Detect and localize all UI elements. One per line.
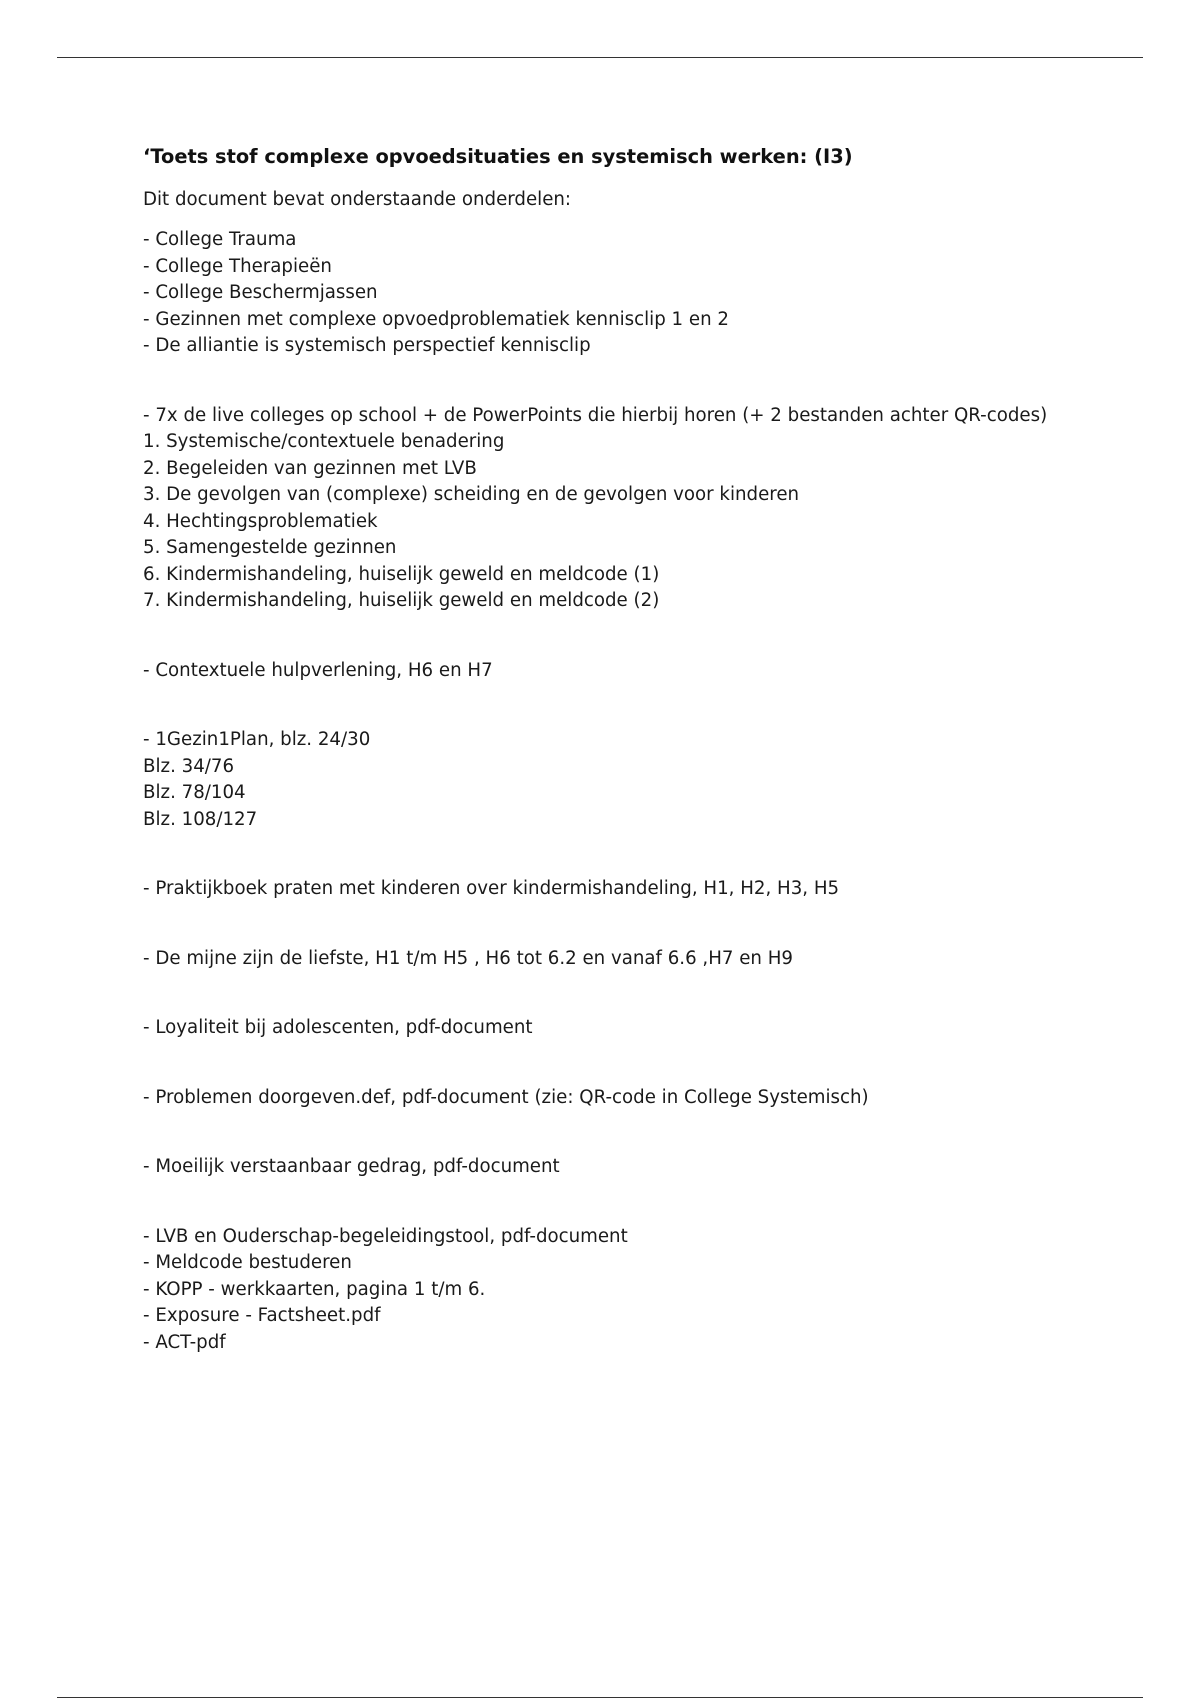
list-item: 7. Kindermishandeling, huiselijk geweld en meldcode (2) <box>143 590 660 611</box>
list-item: - Gezinnen met complexe opvoedproblematiek kennisclip 1 en 2 <box>143 308 729 330</box>
document-body <box>143 144 1063 1356</box>
section-block <box>143 227 1063 360</box>
list-item: 3. De gevolgen van (complexe) scheiding en de gevolgen voor kinderen <box>143 484 800 505</box>
section-spacer <box>143 972 1063 1015</box>
section-spacer <box>143 1042 1063 1085</box>
section-block <box>143 658 1063 685</box>
list-item: - Meldcode bestuderen <box>143 1252 352 1273</box>
section-block <box>143 1015 1063 1042</box>
section-block <box>143 946 1063 973</box>
list-item: - ACT-pdf <box>143 1331 226 1353</box>
document-intro: Dit document bevat onderstaande onderdelen: <box>143 188 572 210</box>
list-item: Blz. 78/104 <box>143 782 246 803</box>
section-block <box>143 403 1063 615</box>
list-item: - College Trauma <box>143 229 297 250</box>
section-block <box>143 1085 1063 1112</box>
list-item: - De mijne zijn de liefste, H1 t/m H5 , H6 tot 6.2 en vanaf 6.6 ,H7 en H9 <box>143 947 793 969</box>
document-title: ‘Toets stof complexe opvoedsituaties en systemisch werken: (I3) <box>143 145 853 168</box>
list-item: 6. Kindermishandeling, huiselijk geweld en meldcode (1) <box>143 563 660 585</box>
section-spacer <box>143 684 1063 727</box>
section-spacer <box>143 360 1063 403</box>
list-item: - College Beschermjassen <box>143 282 378 303</box>
section-block <box>143 876 1063 903</box>
list-item: 4. Hechtingsproblematiek <box>143 510 378 532</box>
list-item: - De alliantie is systemisch perspectief kennisclip <box>143 335 591 356</box>
list-item: 1. Systemische/contextuele benadering <box>143 431 505 452</box>
section-spacer <box>143 1181 1063 1224</box>
list-item: 5. Samengestelde gezinnen <box>143 537 397 558</box>
list-item: 2. Begeleiden van gezinnen met LVB <box>143 457 477 479</box>
list-item: - Loyaliteit bij adolescenten, pdf-document <box>143 1017 533 1038</box>
section-spacer <box>143 833 1063 876</box>
list-item: - KOPP - werkkaarten, pagina 1 t/m 6. <box>143 1278 486 1300</box>
list-item: Blz. 34/76 <box>143 755 235 777</box>
list-item: - LVB en Ouderschap-begeleidingstool, pdf-document <box>143 1225 628 1247</box>
section-spacer <box>143 1111 1063 1154</box>
section-block <box>143 1154 1063 1181</box>
top-divider <box>57 57 1143 58</box>
list-item: - Problemen doorgeven.def, pdf-document (zie: QR-code in College Systemisch) <box>143 1086 869 1108</box>
section-spacer <box>143 903 1063 946</box>
list-item: Blz. 108/127 <box>143 808 258 830</box>
list-item: - College Therapieën <box>143 255 332 277</box>
document-sections <box>143 227 1063 1356</box>
list-item: - 1Gezin1Plan, blz. 24/30 <box>143 729 371 750</box>
bottom-divider <box>57 1697 1143 1698</box>
list-item: - Moeilijk verstaanbaar gedrag, pdf-document <box>143 1156 560 1177</box>
list-item: - Praktijkboek praten met kinderen over kindermishandeling, H1, H2, H3, H5 <box>143 878 840 899</box>
list-item: - 7x de live colleges op school + de PowerPoints die hierbij horen (+ 2 bestanden achter QR-codes) <box>143 404 1048 426</box>
section-block <box>143 727 1063 833</box>
list-item: - Contextuele hulpverlening, H6 en H7 <box>143 659 493 681</box>
section-spacer <box>143 615 1063 658</box>
list-item: - Exposure - Factsheet.pdf <box>143 1305 381 1326</box>
section-block <box>143 1224 1063 1357</box>
